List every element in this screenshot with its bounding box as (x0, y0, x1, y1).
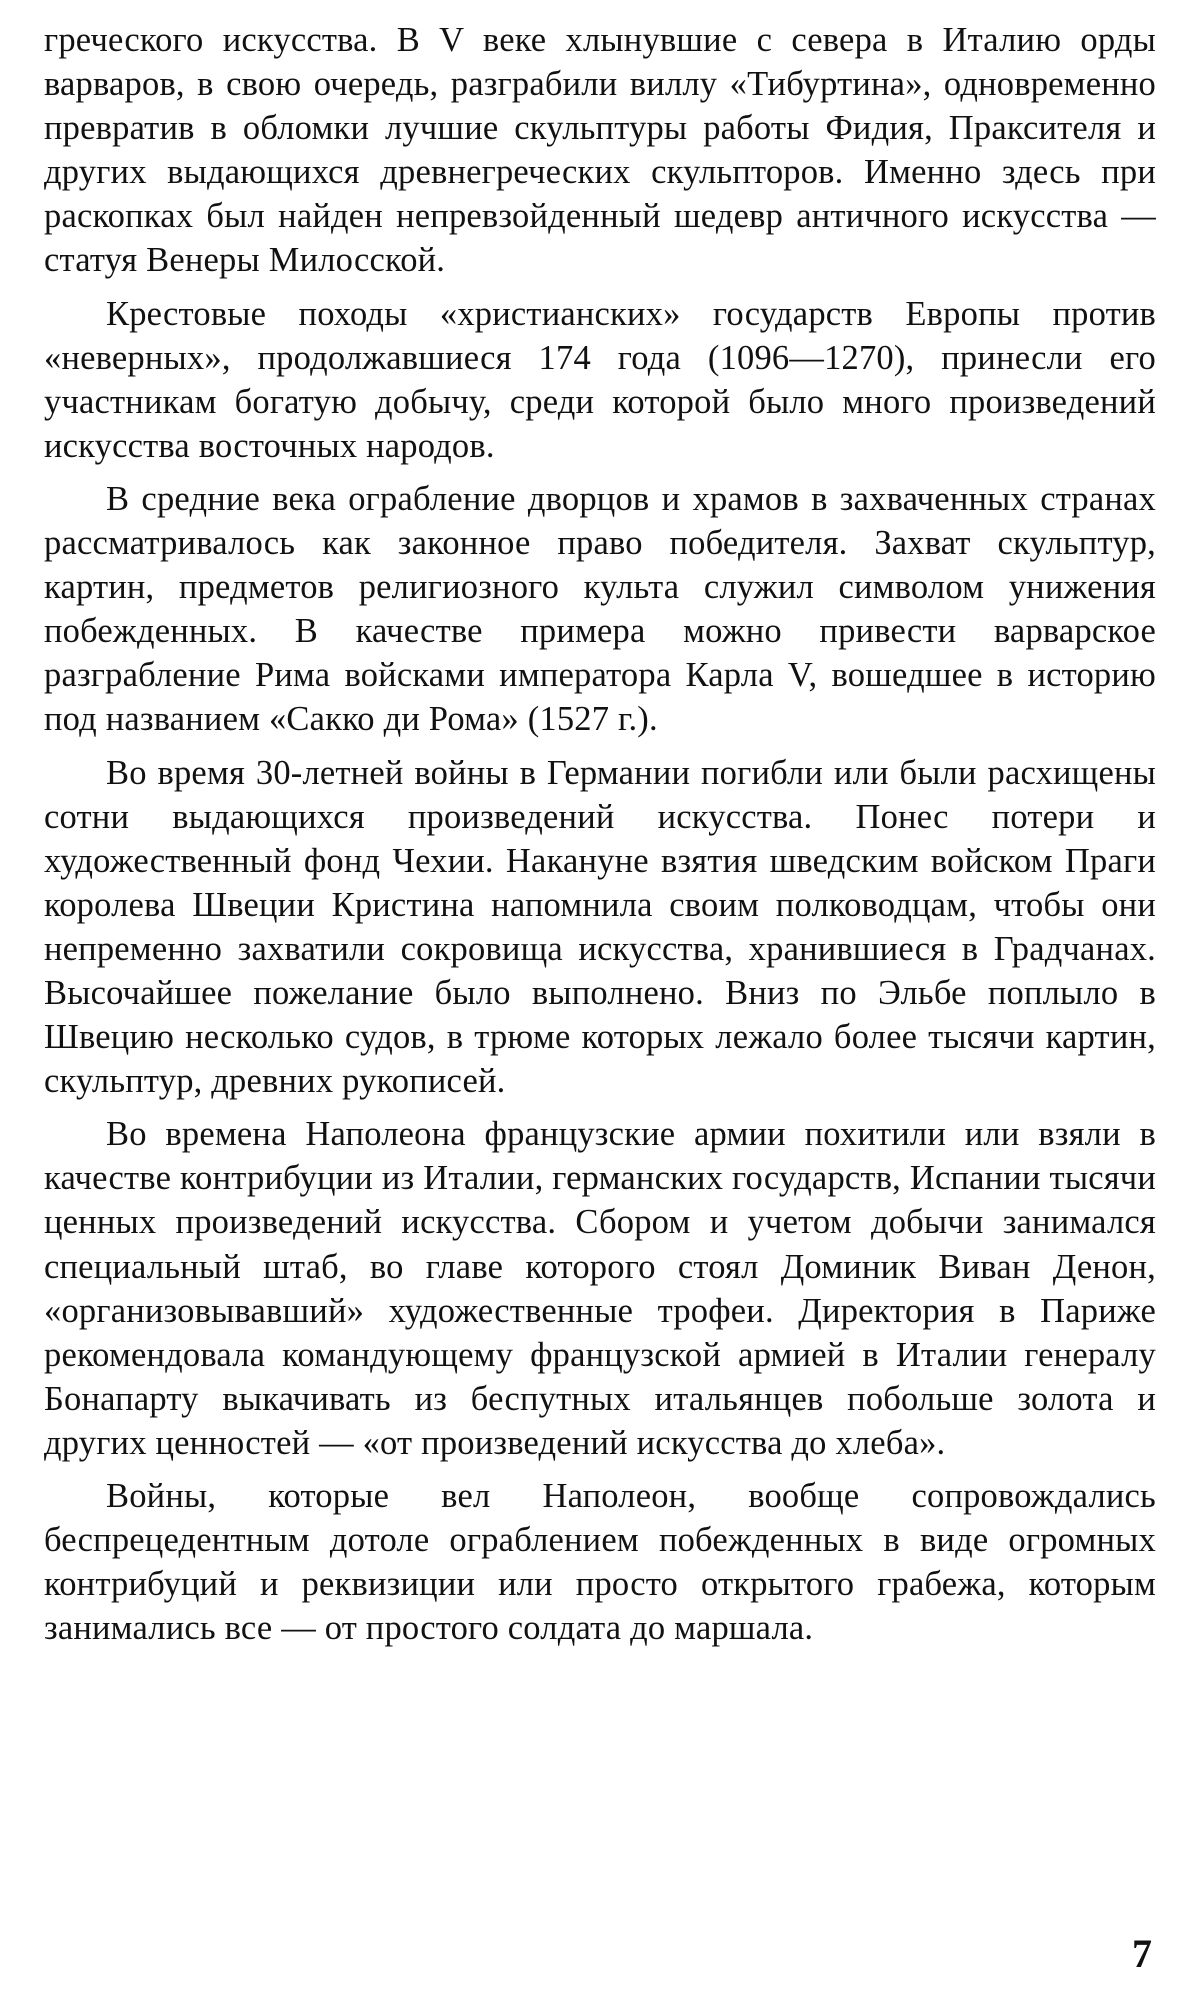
paragraph-middle-ages: В средние века ограбление дворцов и храмов в захваченных странах рассматривалось как законное право победителя. Захват скульптур, картин, предметов религиозного культа служил символом унижения побежденных. В качестве примера можно привести варварское разграбление Рима войсками императора Карла V, вошедшее в историю под названием «Сакко ди Рома» (1527 г.). (44, 479, 1156, 739)
paragraph-continuation: греческого искусства. В V веке хлынувшие с севера в Италию орды варваров, в свою очередь, разграбили виллу «Тибуртина», одновременно превратив в обломки лучшие скульптуры работы Фидия, Праксителя и других выдающихся древнегреческих скульпторов. Именно здесь при раскопках был найден непревзойденный шедевр античного искусства — статуя Венеры Милосской. (44, 21, 1156, 280)
paragraph-napoleon-armies: Во времена Наполеона французские армии похитили или взяли в качестве контрибуции из Италии, германских государств, Испании тысячи ценных произведений искусства. Сбором и учетом добычи занимался специальный штаб, во главе которого стоял Доминик Виван Денон, «организовывавший» художественные трофеи. Директория в Париже рекомендовала командующему французской армией в Италии генералу Бонапарту выкачивать из беспутных итальянцев побольше золота и других ценностей — «от произведений искусства до хлеба». (44, 1115, 1156, 1462)
page-number: 7 (1132, 1931, 1152, 1976)
body-text (44, 18, 1156, 1659)
paragraph-napoleon-wars: Войны, которые вел Наполеон, вообще сопровождались беспрецедентным дотоле ограблением побежденных в виде огромных контрибуций и реквизиции или просто открытого грабежа, которым занимались все — от простого солдата до маршала. (44, 1477, 1156, 1648)
paragraph-thirty-years-war: Во время 30-летней войны в Германии погибли или были расхищены сотни выдающихся произведений искусства. Понес потери и художественный фонд Чехии. Накануне взятия шведским войском Праги королева Швеции Кристина напомнила своим полководцам, чтобы они непременно захватили сокровища искусства, хранившиеся в Градчанах. Высочайшее пожелание было выполнено. Вниз по Эльбе поплыло в Швецию несколько судов, в трюме которых лежало более тысячи картин, скульптур, древних рукописей. (44, 753, 1156, 1101)
paragraph-crusades: Крестовые походы «христианских» государств Европы против «неверных», продолжавшиеся 174 года (1096—1270), принесли его участникам богатую добычу, среди которой было много произведений искусства восточных народов. (44, 294, 1156, 465)
